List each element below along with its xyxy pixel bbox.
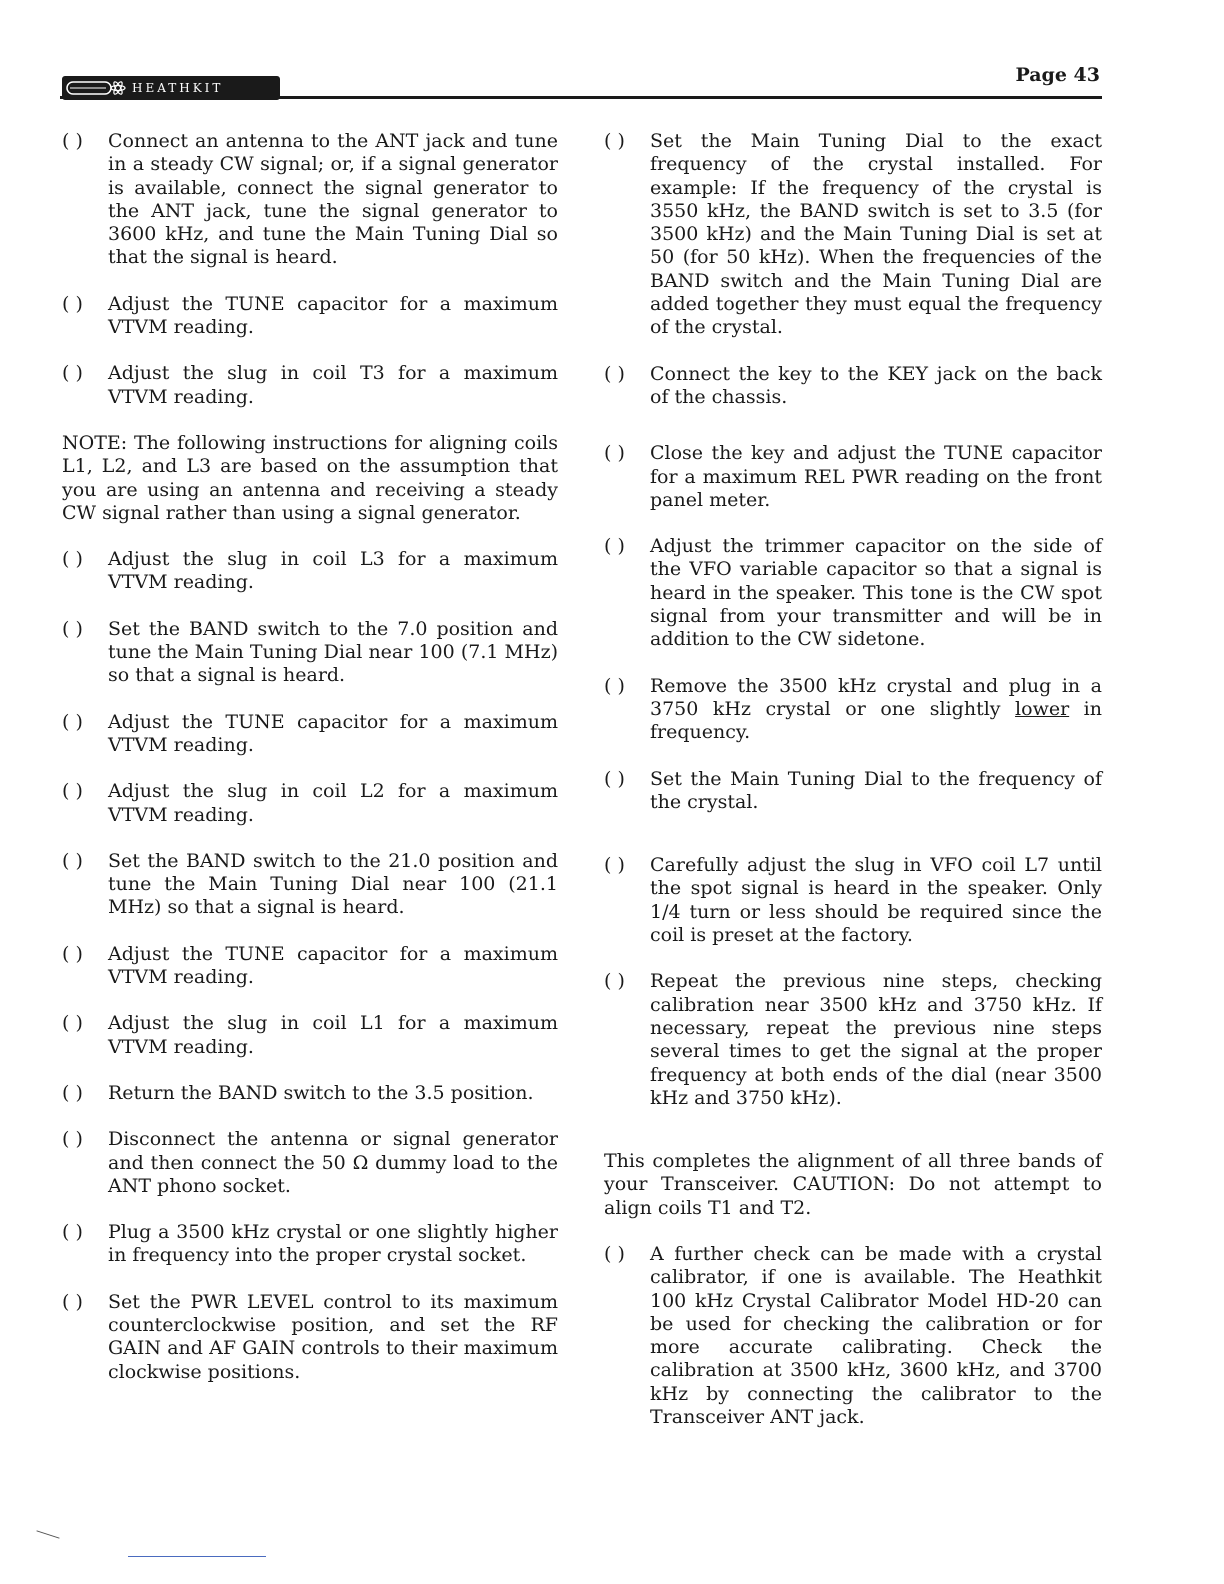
step-text: Plug a 3500 kHz crystal or one slightly higher in frequency into the proper crystal socket. <box>108 1221 558 1267</box>
checkbox[interactable]: ( ) <box>62 1081 83 1104</box>
step-text: Connect the key to the KEY jack on the back of the chassis. <box>650 362 1102 408</box>
list-item <box>604 535 1102 651</box>
step-text: Close the key and adjust the TUNE capacitor for a maximum REL PWR reading on the front panel meter. <box>650 442 1102 511</box>
list-item <box>62 362 558 409</box>
list-item <box>62 850 558 920</box>
step-text: Adjust the slug in coil L1 for a maximum VTVM reading. <box>108 1012 558 1058</box>
list-item <box>604 854 1102 947</box>
checkbox[interactable]: ( ) <box>604 130 625 152</box>
step-text: Repeat the previous nine steps, checking calibration near 3500 kHz and 3750 kHz. If necessary, repeat the previous nine steps several times to get the signal at the proper frequency at both ends of the dial (near 3500 kHz and 3750 kHz). <box>650 970 1102 1109</box>
heathkit-emblem-icon <box>66 79 132 97</box>
scan-line <box>128 1556 266 1557</box>
step-text: Return the BAND switch to the 3.5 position. <box>108 1081 534 1104</box>
checkbox[interactable]: ( ) <box>62 362 83 385</box>
step-text: Connect an antenna to the ANT jack and tune in a steady CW signal; or, if a signal generator is available, connect the signal generator to the ANT jack, tune the signal generator to 3600 kHz, and tune the Main Tuning Dial so that the signal is heard. <box>108 130 558 269</box>
left-column <box>62 130 558 1384</box>
checkbox[interactable]: ( ) <box>604 970 625 993</box>
checkbox[interactable]: ( ) <box>62 617 83 640</box>
checkbox[interactable]: ( ) <box>604 362 625 385</box>
checkbox[interactable]: ( ) <box>62 1012 83 1035</box>
list-item <box>62 1291 558 1384</box>
checkbox[interactable]: ( ) <box>604 854 625 877</box>
step-text: Set the Main Tuning Dial to the exact frequency of the crystal installed. For example: If the frequency of the crystal is 3550 kHz, the BAND switch is set to 3.5 (for 3500 kHz) and the Main Tuning Dial is set at 50 (for 50 kHz). When the frequencies of the BAND switch and the Main Tuning Dial are added together they must equal the frequency of the crystal. <box>650 130 1102 339</box>
list-item <box>62 293 558 340</box>
step-text: Adjust the slug in coil T3 for a maximum VTVM reading. <box>108 362 558 408</box>
list-item <box>604 130 1102 340</box>
list-item <box>62 1012 558 1059</box>
list-item <box>62 618 558 688</box>
step-text-part: Remove the 3500 kHz crystal and plug in a 3750 kHz crystal or one slightly <box>650 674 1102 720</box>
step-text: Set the BAND switch to the 7.0 position and tune the Main Tuning Dial near 100 (7.1 MHz) so that a signal is heard. <box>108 617 558 687</box>
checkbox[interactable]: ( ) <box>62 292 83 315</box>
step-text: Adjust the TUNE capacitor for a maximum VTVM reading. <box>108 942 558 989</box>
step-text: Set the Main Tuning Dial to the frequency of the crystal. <box>650 767 1102 813</box>
list-item <box>62 1221 558 1268</box>
list-item <box>604 442 1102 512</box>
step-text: Adjust the slug in coil L2 for a maximum VTVM reading. <box>108 780 558 826</box>
logo-text: HEATHKIT <box>132 81 224 95</box>
step-text: Disconnect the antenna or signal generator and then connect the 50 Ω dummy load to the ANT phono socket. <box>108 1128 558 1197</box>
step-text: A further check can be made with a crystal calibrator, if one is available. The Heathkit 100 kHz Crystal Calibrator Model HD-20 can be used for checking the calibration or for more accurate calibrating. Check the calibration at 3500 kHz, 3600 kHz, and 3700 kHz by connecting the calibrator to the Transceiver ANT jack. <box>650 1242 1102 1429</box>
checkbox[interactable]: ( ) <box>604 535 625 558</box>
list-item <box>62 1082 558 1105</box>
list-item <box>62 943 558 990</box>
step-text: Set the PWR LEVEL control to its maximum counterclockwise position, and set the RF GAIN and AF GAIN controls to their maximum clockwise positions. <box>108 1290 558 1383</box>
checkbox[interactable]: ( ) <box>604 1242 625 1265</box>
list-item <box>604 675 1102 745</box>
step-text: Carefully adjust the slug in VFO coil L7 until the spot signal is heard in the speaker. Only 1/4 turn or less should be required since the coil is preset at the factory. <box>650 854 1102 947</box>
list-item <box>62 1128 558 1198</box>
checkbox[interactable]: ( ) <box>604 767 625 790</box>
scan-mark <box>36 1530 59 1538</box>
checkbox[interactable]: ( ) <box>62 710 83 733</box>
step-text: Adjust the trimmer capacitor on the side of the VFO variable capacitor so that a signal is heard in the speaker. This tone is the CW spot signal from your transmitter and will be in addition to the CW sidetone. <box>650 535 1102 651</box>
checkbox[interactable]: ( ) <box>62 1128 83 1151</box>
checkbox[interactable]: ( ) <box>62 942 83 965</box>
checkbox[interactable]: ( ) <box>62 130 83 152</box>
checkbox[interactable]: ( ) <box>62 849 83 872</box>
checkbox[interactable]: ( ) <box>604 674 625 697</box>
note-paragraph: NOTE: The following instructions for aligning coils L1, L2, and L3 are based on the assumption that you are using an antenna and receiving a steady CW signal rather than using a signal generator. <box>62 431 558 524</box>
list-item <box>62 130 558 270</box>
conclusion-paragraph: This completes the alignment of all three bands of your Transceiver. CAUTION: Do not attempt to align coils T1 and T2. <box>604 1150 1102 1219</box>
checkbox[interactable]: ( ) <box>604 442 625 465</box>
step-text: Adjust the slug in coil L3 for a maximum VTVM reading. <box>108 548 558 594</box>
checkbox[interactable]: ( ) <box>62 548 83 571</box>
right-column <box>604 130 1102 1429</box>
list-item <box>62 780 558 827</box>
underlined-word: lower <box>1015 697 1070 720</box>
step-text-part: in frequency. <box>650 697 1102 744</box>
step-text: Adjust the TUNE capacitor for a maximum VTVM reading. <box>108 292 558 339</box>
list-item <box>62 548 558 595</box>
list-item <box>62 711 558 758</box>
checkbox[interactable]: ( ) <box>62 1290 83 1313</box>
step-text <box>650 675 1102 745</box>
step-text: Adjust the TUNE capacitor for a maximum VTVM reading. <box>108 710 558 756</box>
step-text: Set the BAND switch to the 21.0 position and tune the Main Tuning Dial near 100 (21.1 MHz) so that a signal is heard. <box>108 849 558 919</box>
checkbox[interactable]: ( ) <box>62 780 83 803</box>
checkbox[interactable]: ( ) <box>62 1221 83 1244</box>
list-item <box>604 768 1102 815</box>
list-item <box>604 1243 1102 1429</box>
header-rule <box>60 96 1102 99</box>
page-number: Page 43 <box>1015 64 1100 86</box>
list-item <box>604 363 1102 410</box>
list-item <box>604 970 1102 1110</box>
